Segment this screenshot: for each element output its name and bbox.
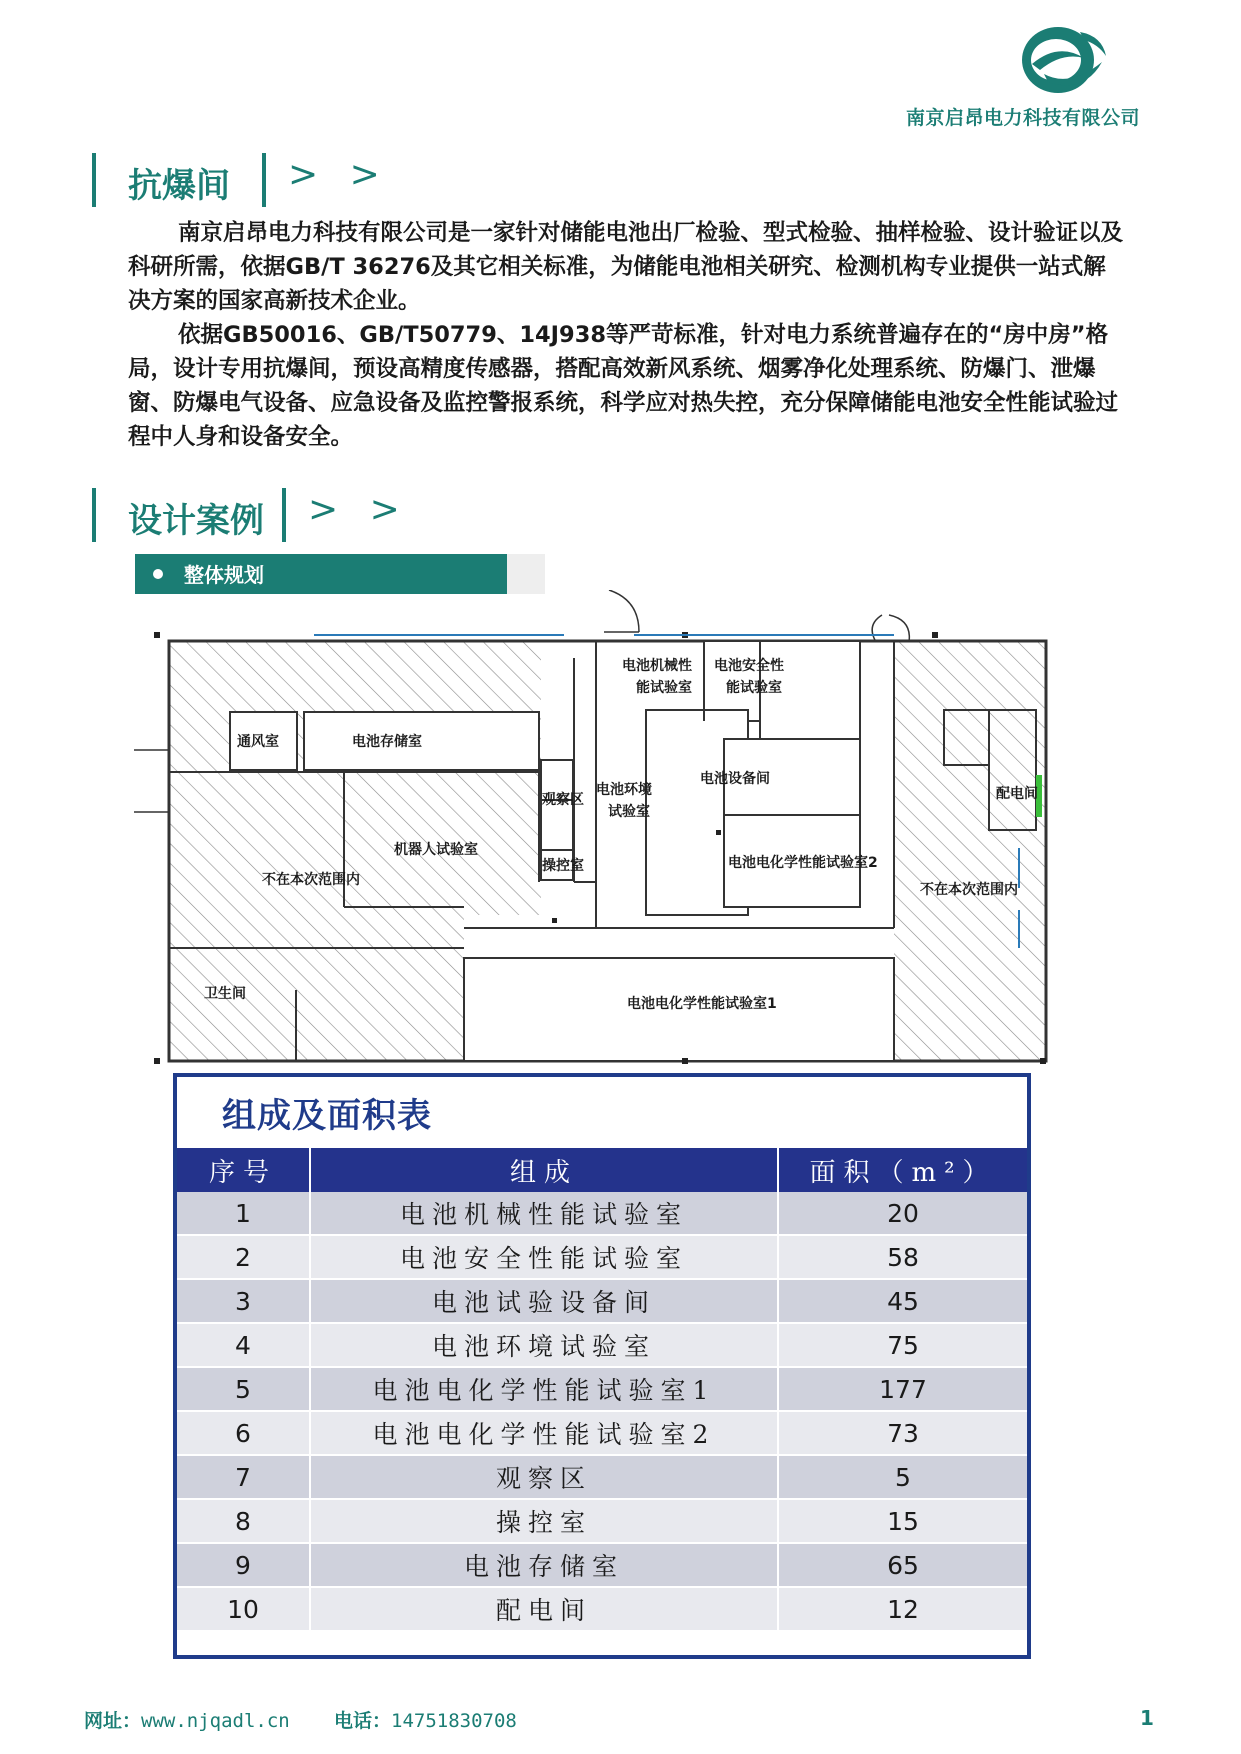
cell-area: 75 — [778, 1323, 1027, 1367]
cell-area: 15 — [778, 1499, 1027, 1543]
cell-area: 65 — [778, 1543, 1027, 1587]
label-control: 操控室 — [542, 858, 584, 874]
subsection-title: 整体规划 — [184, 563, 264, 587]
table-row — [177, 1279, 1027, 1323]
label-restroom: 卫生间 — [204, 986, 246, 1002]
footer-website — [84, 1706, 290, 1733]
cell-area: 73 — [778, 1411, 1027, 1455]
cell-area: 20 — [778, 1192, 1027, 1235]
section-title: 抗爆间 — [128, 166, 230, 206]
cell-component: 电池电化学性能试验室1 — [310, 1367, 778, 1411]
company-name: 南京启昂电力科技有限公司 — [906, 107, 1141, 129]
table-row — [177, 1411, 1027, 1455]
company-logo — [1010, 22, 1110, 102]
label-observation: 观察区 — [542, 792, 584, 808]
table-row — [177, 1235, 1027, 1279]
label-mech-test-1: 电池机械性 — [622, 658, 692, 674]
section-divider — [282, 488, 286, 542]
section-divider — [92, 153, 96, 207]
cell-index: 1 — [177, 1192, 310, 1235]
cell-index: 10 — [177, 1587, 310, 1631]
section-arrow: > > — [308, 489, 410, 530]
section-title: 设计案例 — [128, 501, 264, 541]
table-row — [177, 1367, 1027, 1411]
cell-area: 45 — [778, 1279, 1027, 1323]
cell-index: 8 — [177, 1499, 310, 1543]
label-electrochem-1: 电池电化学性能试验室1 — [627, 996, 777, 1012]
cell-area: 5 — [778, 1455, 1027, 1499]
cell-index: 4 — [177, 1323, 310, 1367]
label-electrochem-2: 电池电化学性能试验室2 — [728, 855, 878, 871]
label-battery-storage: 电池存储室 — [352, 734, 422, 750]
cell-index: 6 — [177, 1411, 310, 1455]
floor-plan — [134, 590, 1058, 1070]
cell-component: 电池环境试验室 — [310, 1323, 778, 1367]
cell-index: 2 — [177, 1235, 310, 1279]
website-label: 网址： — [84, 1710, 142, 1732]
excluded-area-right — [894, 641, 1046, 1061]
label-robot: 机器人试验室 — [394, 842, 478, 858]
cell-component: 操控室 — [310, 1499, 778, 1543]
cell-area: 58 — [778, 1235, 1027, 1279]
bullet-icon — [153, 569, 163, 579]
cell-component: 电池机械性能试验室 — [310, 1192, 778, 1235]
table-row — [177, 1455, 1027, 1499]
intro-paragraph: 依据GB50016、GB/T50779、14J938等严苛标准，针对电力系统普遍存在的“房中房”格局，设计专用抗爆间，预设高精度传感器，搭配高效新风系统、烟雾净化处理系统、防爆门、泄爆窗、防爆电气设备、应急设备及监控警报系统，科学应对热失控，充分保障储能电池安全性能试验过程中人身和设备安全。 — [128, 322, 1119, 450]
table-row — [177, 1192, 1027, 1235]
footer-phone — [334, 1706, 517, 1733]
section-divider — [92, 488, 96, 542]
header-component: 组成 — [310, 1148, 778, 1192]
table-row — [177, 1499, 1027, 1543]
table-row — [177, 1587, 1027, 1631]
table-row — [177, 1543, 1027, 1587]
cell-component: 电池存储室 — [310, 1543, 778, 1587]
label-equipment: 电池设备间 — [700, 771, 770, 787]
label-env-test-2: 试验室 — [608, 804, 650, 820]
table-row — [177, 1323, 1027, 1367]
cell-component: 配电间 — [310, 1587, 778, 1631]
area-table-title: 组成及面积表 — [222, 1096, 432, 1136]
label-ventilation: 通风室 — [237, 734, 279, 750]
cell-index: 7 — [177, 1455, 310, 1499]
label-mech-test-2: 能试验室 — [636, 680, 692, 696]
cell-component: 电池电化学性能试验室2 — [310, 1411, 778, 1455]
cell-index: 5 — [177, 1367, 310, 1411]
label-env-test-1: 电池环境 — [596, 782, 652, 798]
cell-component: 电池试验设备间 — [310, 1279, 778, 1323]
cell-area: 177 — [778, 1367, 1027, 1411]
phone-label: 电话： — [334, 1710, 392, 1732]
section-divider — [262, 153, 266, 207]
website-link[interactable]: www.njqadl.cn — [141, 1710, 290, 1732]
page-number: 1 — [1140, 1706, 1154, 1730]
cell-area: 12 — [778, 1587, 1027, 1631]
table-header-row — [177, 1148, 1027, 1192]
section-arrow: > > — [288, 154, 390, 195]
header-area: 面积（m²） — [778, 1148, 1027, 1192]
cell-component: 电池安全性能试验室 — [310, 1235, 778, 1279]
header-index: 序号 — [177, 1148, 310, 1192]
label-safety-test-2: 能试验室 — [726, 680, 782, 696]
cell-component: 观察区 — [310, 1455, 778, 1499]
label-excluded-left: 不在本次范围内 — [262, 872, 360, 888]
area-table — [177, 1148, 1027, 1632]
cell-index: 9 — [177, 1543, 310, 1587]
label-safety-test-1: 电池安全性 — [714, 658, 784, 674]
excluded-area-bottom-left — [169, 951, 464, 1061]
label-distribution: 配电间 — [996, 786, 1038, 802]
label-excluded-right: 不在本次范围内 — [920, 882, 1018, 898]
excluded-area-left — [169, 641, 541, 951]
intro-paragraph: 南京启昂电力科技有限公司是一家针对储能电池出厂检验、型式检验、抽样检验、设计验证以及科研所需，依据GB/T 36276及其它相关标准，为储能电池相关研究、检测机构专业提供一站式解决方案的国家高新技术企业。 — [128, 220, 1124, 314]
phone-number: 14751830708 — [391, 1710, 517, 1732]
cell-index: 3 — [177, 1279, 310, 1323]
